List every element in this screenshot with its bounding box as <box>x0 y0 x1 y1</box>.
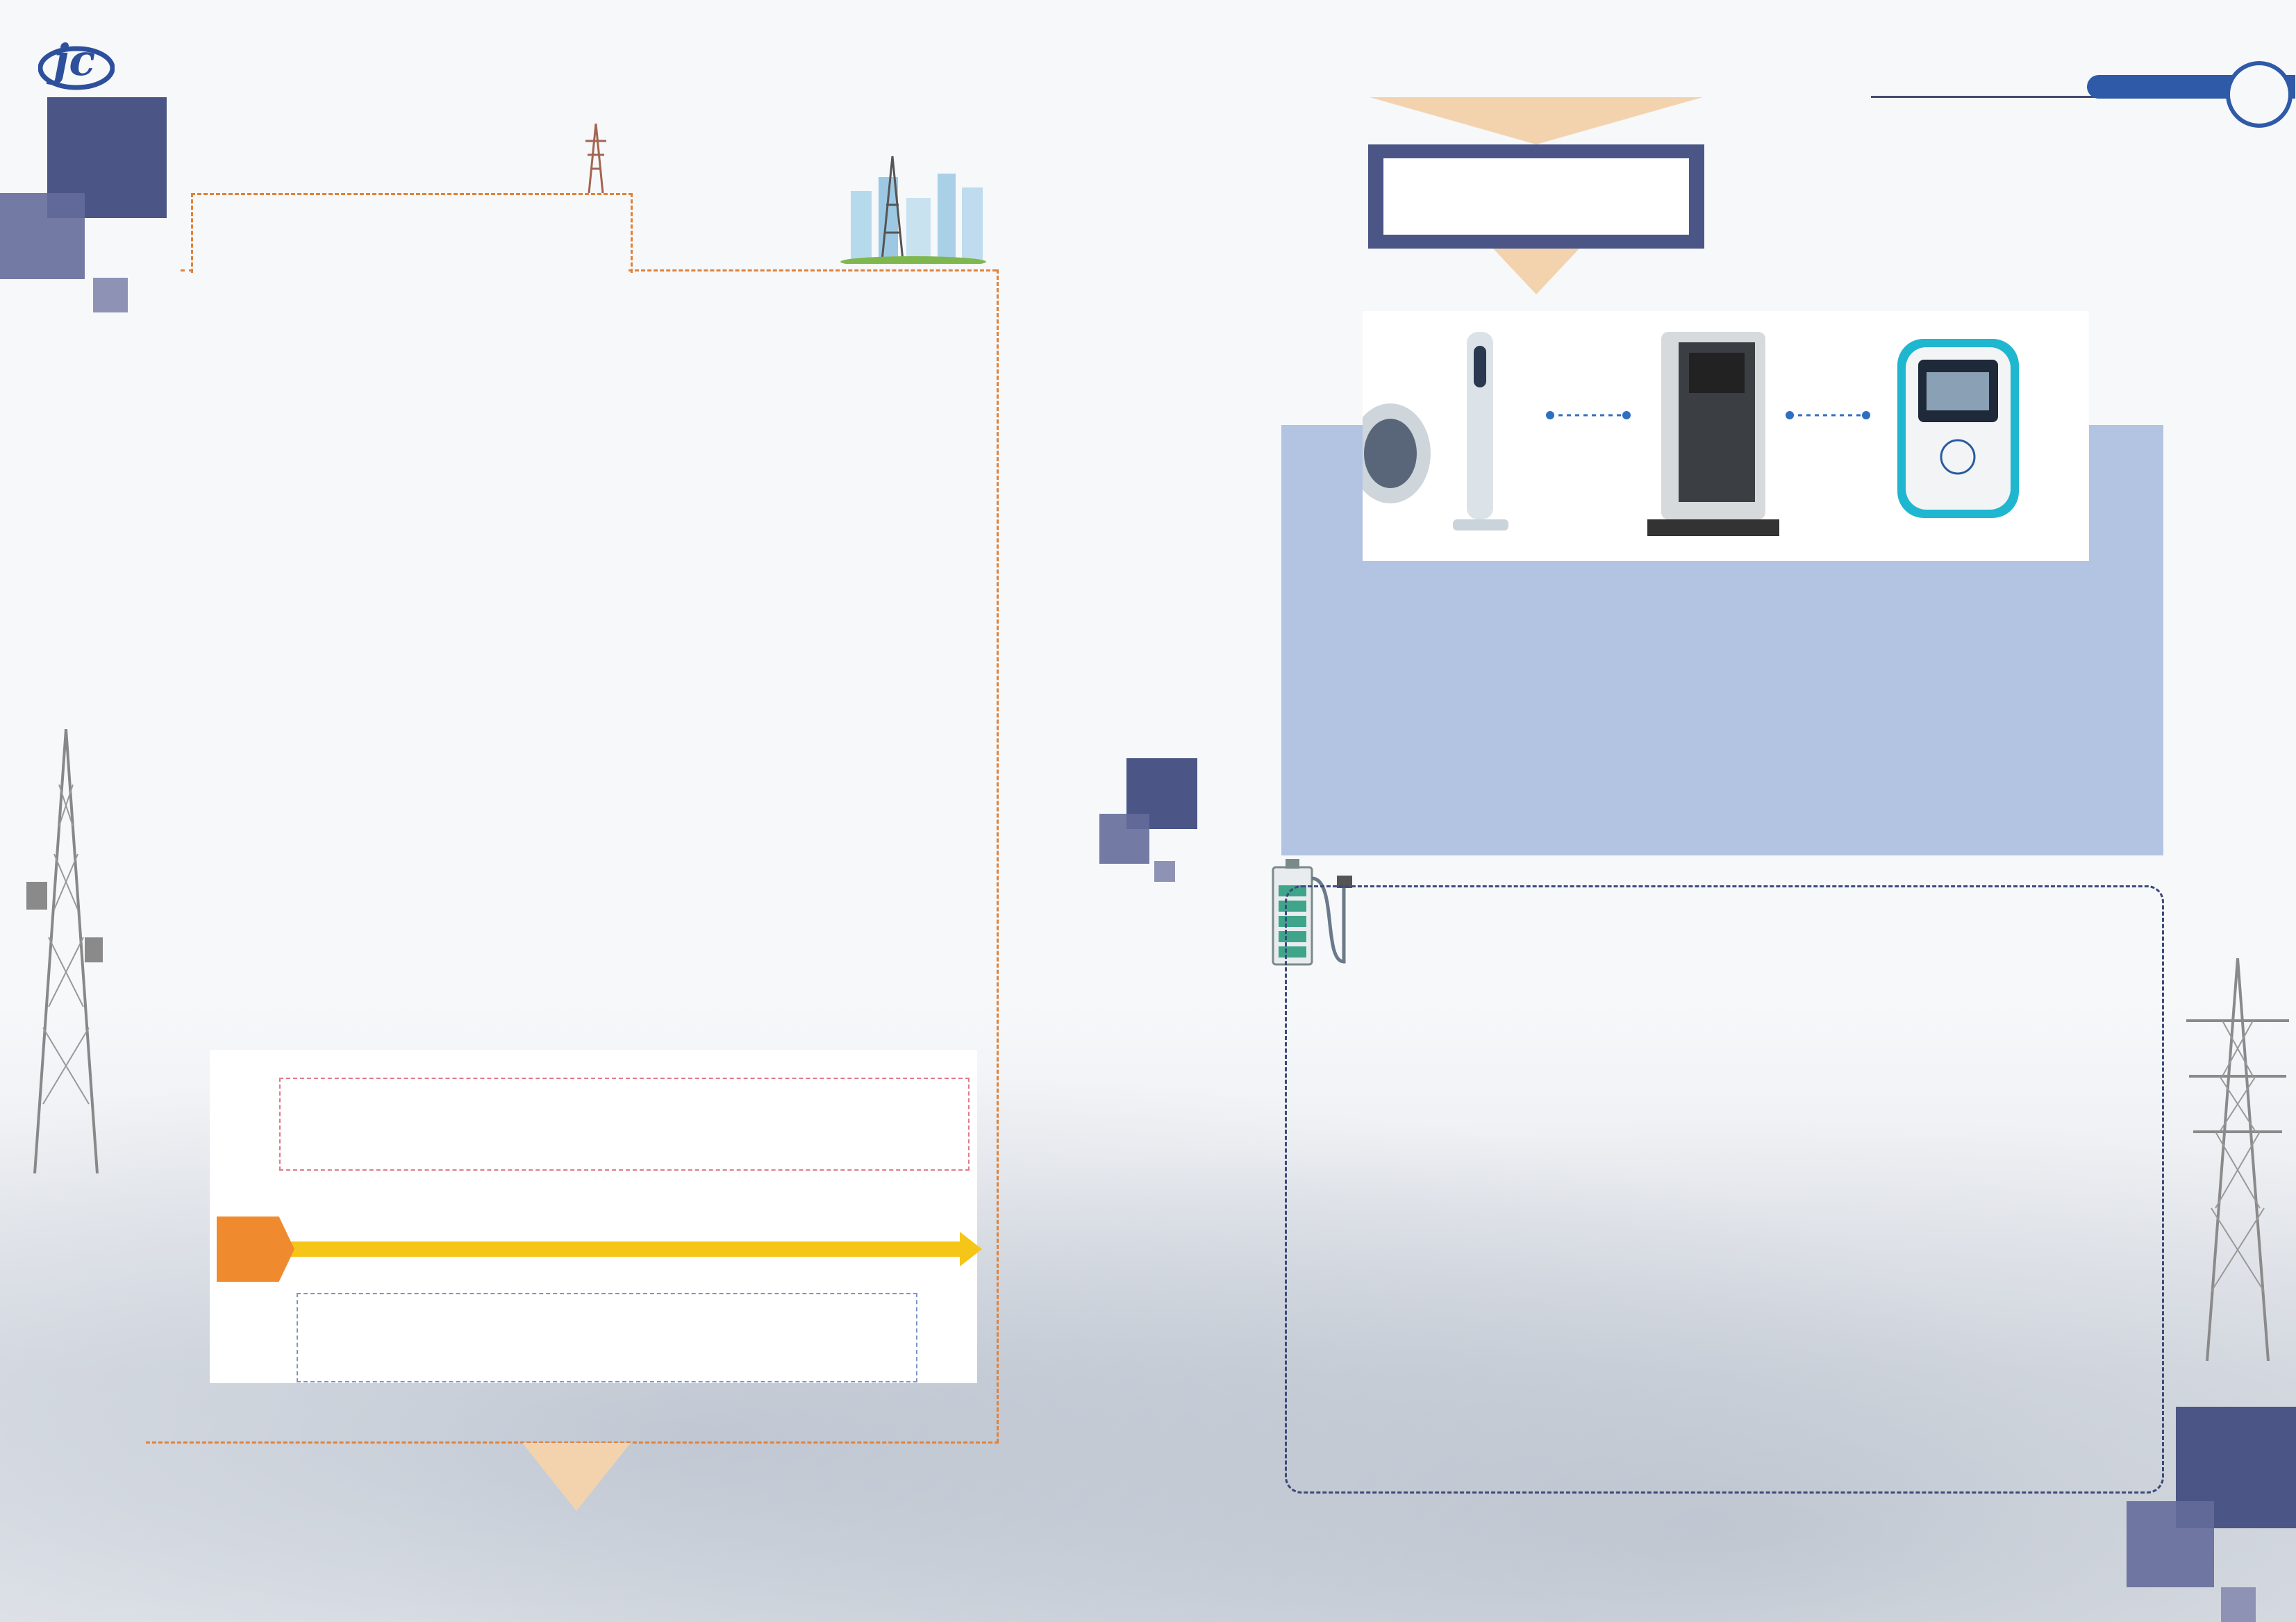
left-body <box>249 308 947 407</box>
city-illustration <box>840 149 986 264</box>
deco-triangle <box>522 1443 631 1511</box>
deco-square <box>0 193 85 279</box>
deco-square <box>2221 1587 2256 1622</box>
flow-arrow-head <box>960 1232 982 1266</box>
online-frame <box>297 1293 917 1382</box>
tower-icon <box>582 124 610 193</box>
power-tower-icon <box>2179 958 2296 1361</box>
flow-track <box>279 1241 967 1257</box>
deco-square <box>1154 861 1175 882</box>
deco-triangle <box>1493 249 1579 294</box>
frame-line <box>181 269 193 271</box>
telecom-tower-icon <box>21 729 111 1173</box>
frame-line <box>997 269 999 1443</box>
title-frame <box>191 193 633 273</box>
deco-triangle <box>1370 97 1703 144</box>
architecture-frame <box>1285 885 2164 1494</box>
logo-icon <box>38 26 115 96</box>
charger-image <box>1363 311 2089 561</box>
deco-square <box>1099 814 1149 864</box>
frame-line <box>629 269 997 271</box>
offline-frame <box>279 1078 970 1171</box>
flow-start <box>217 1216 294 1282</box>
charger-products-icon <box>1363 311 2089 561</box>
flow-diagram <box>210 1050 977 1383</box>
brand-logo <box>38 26 115 96</box>
deco-square <box>93 278 128 312</box>
rd-circle <box>2226 61 2293 128</box>
deco-square <box>2127 1501 2214 1587</box>
svg-text:jc: jc <box>53 35 96 85</box>
rd-underline <box>1871 96 2100 98</box>
title-box <box>1383 158 1689 235</box>
